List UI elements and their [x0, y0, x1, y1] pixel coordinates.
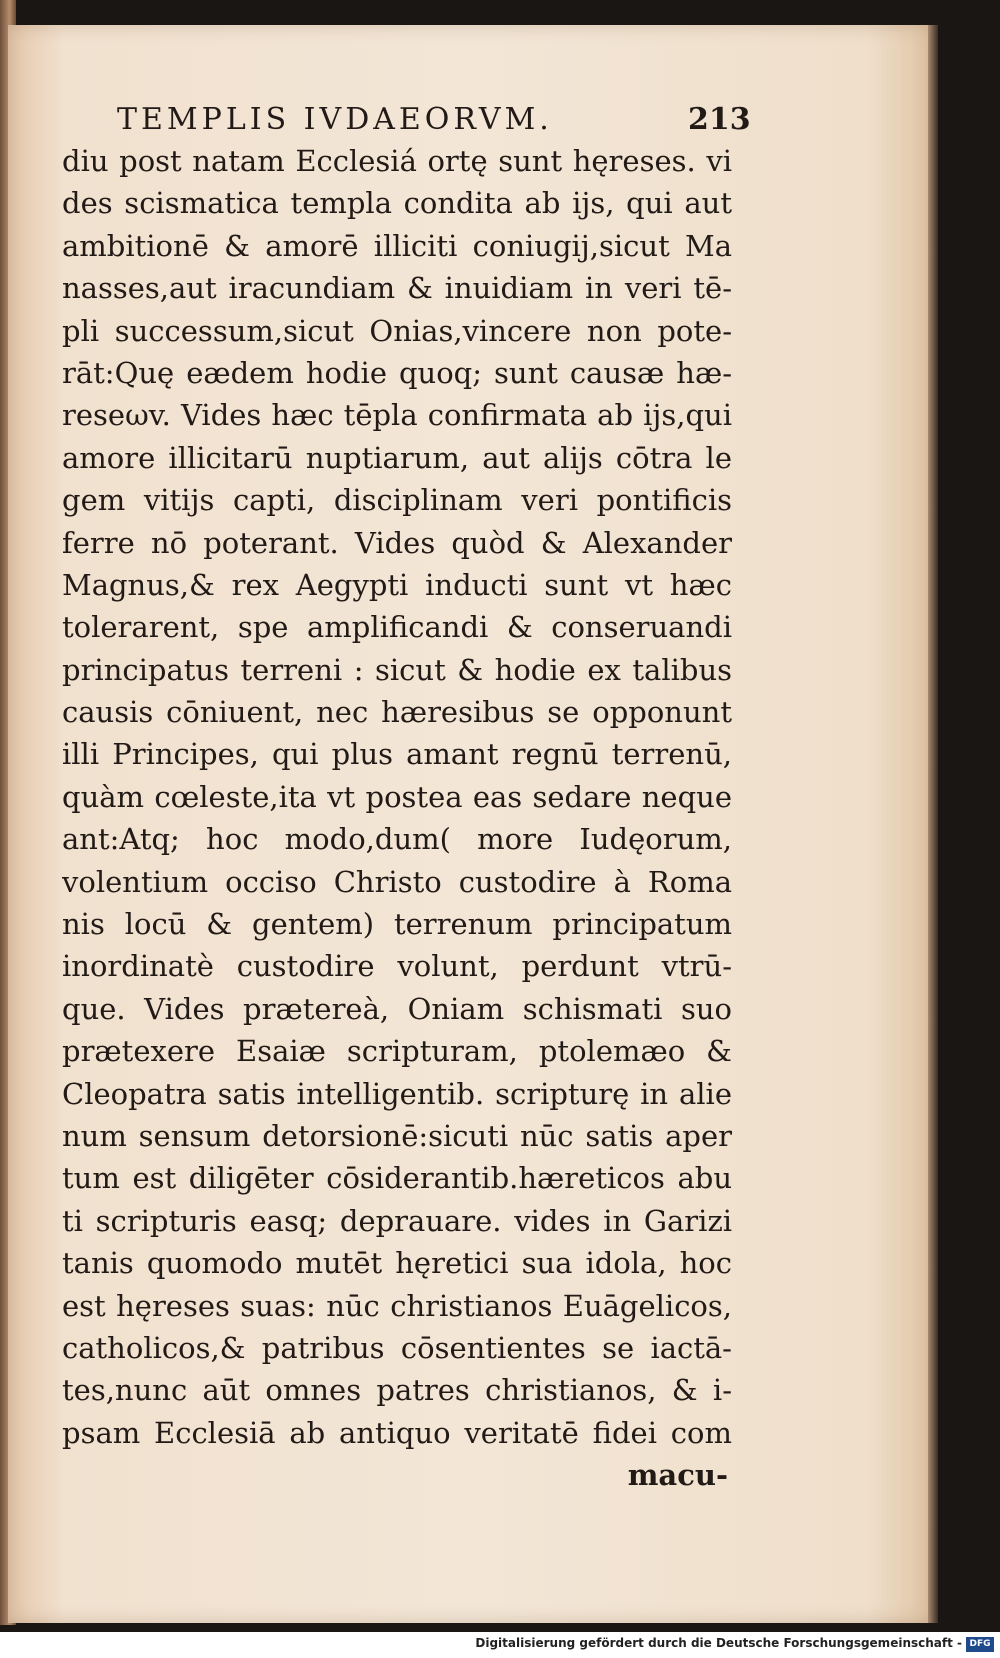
- text-line: nis locū & gentem) terrenum principatum: [62, 907, 732, 942]
- text-line: amore illicitarū nuptiarum, aut alijs cōtra le: [62, 440, 732, 475]
- text-line: diu post natam Ecclesiá ortę sunt hęreses. vi: [62, 144, 732, 178]
- text-line: est hęreses suas: nūc christianos Euāgelicos,: [62, 1288, 732, 1323]
- text-line: ambitionē & amorē illiciti coniugij,sicut Ma: [62, 228, 732, 263]
- running-head: [62, 94, 751, 140]
- text-line: psam Ecclesiā ab antiquo veritatē fidei com: [62, 1415, 732, 1450]
- text-line: catholicos,& patribus cōsentientes se iactā-: [62, 1330, 732, 1365]
- text-line: pli successum,sicut Onias,vincere non pote-: [62, 313, 732, 348]
- text-line: gem vitijs capti, disciplinam veri pontificis: [62, 483, 732, 518]
- text-line: principatus terreni : sicut & hodie ex talibus: [62, 652, 732, 687]
- text-line: ant:Atq; hoc modo,dum( more Iudęorum,: [62, 822, 732, 857]
- text-line: nasses,aut iracundiam & inuidiam in veri tē-: [62, 271, 732, 306]
- page-number: 213: [688, 102, 751, 137]
- text-line: inordinatè custodire volunt, perdunt vtrū-: [62, 949, 732, 984]
- text-line: que. Vides prætereà, Oniam schismati suo: [62, 991, 732, 1026]
- page-edge-shadow: [928, 25, 938, 1623]
- text-line: illi Principes, qui plus amant regnū terrenū,: [62, 737, 732, 772]
- text-line: reseωv. Vides hæc tēpla confirmata ab ijs,qui: [62, 398, 732, 433]
- text-line: des scismatica templa condita ab ijs, qui aut: [62, 186, 732, 221]
- text-line: num sensum detorsionē:sicuti nūc satis aper: [62, 1118, 732, 1153]
- text-line: prætexere Esaiæ scripturam, ptolemæo &: [62, 1034, 732, 1069]
- text-line: quàm cœleste,ita vt postea eas sedare neque: [62, 779, 732, 814]
- digitization-credit: Digitalisierung gefördert durch die Deutsche Forschungsgemeinschaft -: [475, 1636, 962, 1650]
- dfg-logo: DFG: [966, 1637, 994, 1652]
- digitization-credit-bar: [0, 1632, 1000, 1658]
- body-text: [62, 140, 732, 1454]
- text-line: tanis quomodo mutēt hęretici sua idola, hoc: [62, 1246, 732, 1281]
- text-line: tum est diligēter cōsiderantib.hæreticos abu: [62, 1161, 732, 1196]
- page-text-block: [62, 94, 751, 1496]
- running-head-title: TEMPLIS IVDAEORVM.: [117, 102, 553, 137]
- text-line: rāt:Quę eædem hodie quoq; sunt causæ hæ-: [62, 355, 732, 390]
- text-line: tolerarent, spe amplificandi & conseruandi: [62, 610, 732, 645]
- text-line: volentium occiso Christo custodire à Roma: [62, 864, 732, 899]
- catchword: macu-: [627, 1458, 728, 1493]
- text-line: ferre nō poterant. Vides quòd & Alexander: [62, 525, 732, 560]
- text-line: ti scripturis easq; deprauare. vides in Garizi: [62, 1203, 732, 1238]
- text-line: tes,nunc aūt omnes patres christianos, & i-: [62, 1373, 732, 1408]
- text-line: Cleopatra satis intelligentib. scripturę in alie: [62, 1076, 732, 1111]
- text-line: causis cōniuent, nec hæresibus se opponunt: [62, 695, 732, 730]
- text-line: Magnus,& rex Aegypti inducti sunt vt hæc: [62, 567, 732, 602]
